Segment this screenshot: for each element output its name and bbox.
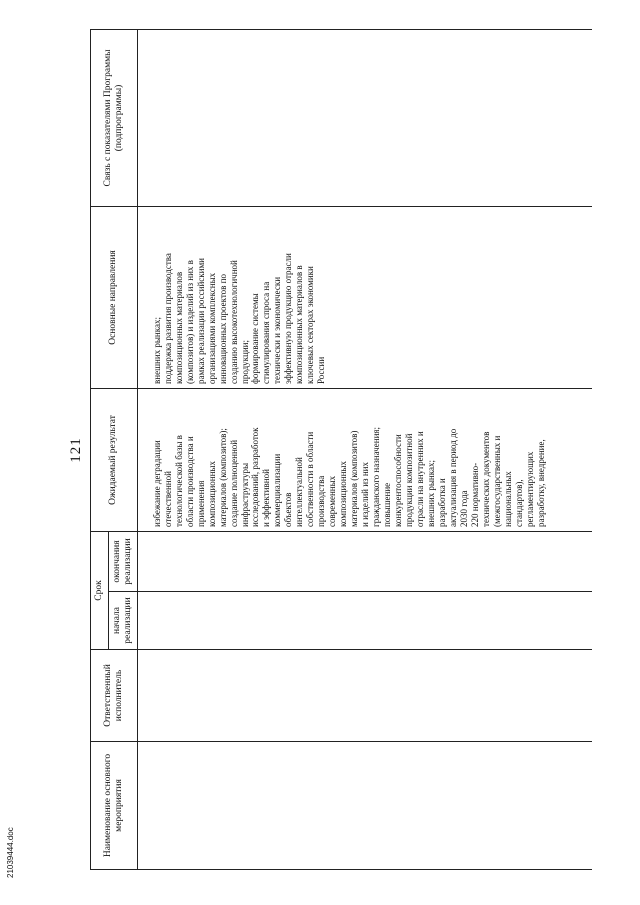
cell-term-end bbox=[137, 531, 592, 591]
header-term: Срок bbox=[91, 531, 109, 649]
rotated-content bbox=[60, 30, 620, 870]
cell-directions: внешних рынках; поддержка развития производства композиционных материалов (композитов) и изделий из них в рамках реализации российскими организациями комплексных инновационных проектов по созданию высокотехнологичной продукции; формирование системы стимулирования спроса на технически и экономически эффективную продукцию отрасли композиционных материалов в ключевых секторах экономики России bbox=[137, 206, 592, 388]
header-term-end: окончания реализации bbox=[108, 531, 137, 591]
header-result: Ожидаемый результат bbox=[91, 388, 138, 531]
cell-link bbox=[137, 29, 592, 206]
measures-table bbox=[90, 29, 592, 870]
header-link: Связь с показателями Программы (подпрограммы) bbox=[91, 29, 138, 206]
header-row-1 bbox=[91, 29, 109, 869]
header-directions: Основные направления bbox=[91, 206, 138, 388]
table-row bbox=[137, 29, 592, 869]
header-executor: Ответственный исполнитель bbox=[91, 650, 138, 742]
header-name: Наименование основного мероприятия bbox=[91, 742, 138, 870]
cell-result: избежание деградации отечественной технологической базы в области производства и применения композиционных материалов (композитов); создание полноценной инфраструктуры исследований, разработок и эффективной коммерциализации объектов интеллектуальной собственности в области производства современных композиционных материалов (композитов) и изделий из них гражданского назначения; повышение конкурентоспособности продукции композитной отрасли на внутренних и внешних рынках; разработка и актуализация в период до 2030 года 220 нормативно- технических документов (межгосударственных и национальных стандартов), регламентирующих разработку, внедрение, bbox=[137, 388, 592, 531]
header-term-start: начала реализации bbox=[108, 592, 137, 650]
cell-name bbox=[137, 742, 592, 870]
page-number: 121 bbox=[68, 437, 84, 463]
cell-executor bbox=[137, 650, 592, 742]
cell-term-start bbox=[137, 592, 592, 650]
footer-code: 21039444.doc bbox=[6, 827, 15, 878]
